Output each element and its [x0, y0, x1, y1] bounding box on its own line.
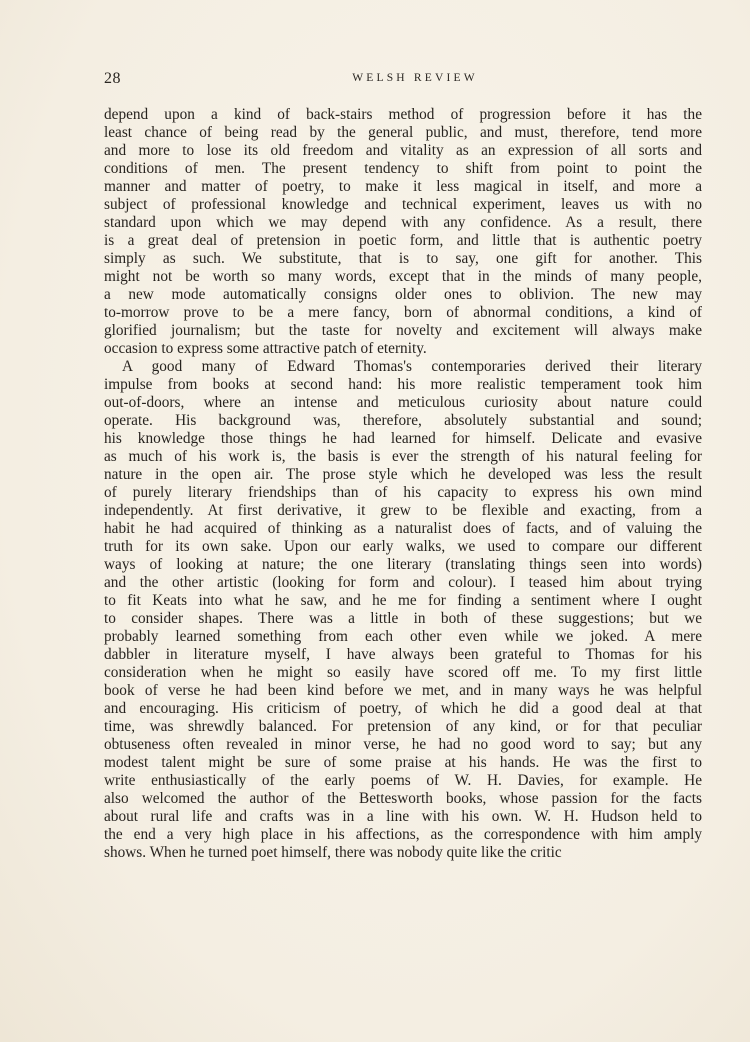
text-line: occasion to express some attractive patch of eternity. [104, 340, 427, 357]
text-line: truth for its own sake. Upon our early walks, we used to compare our different [104, 538, 702, 555]
text-line: nature in the open air. The prose style which he developed was less the result [104, 466, 702, 483]
text-line: conditions of men. The present tendency to shift from point to point the [104, 160, 702, 177]
paragraph [104, 358, 702, 862]
text-line: dabbler in literature myself, I have always been grateful to Thomas for his [104, 646, 702, 663]
text-line: of purely literary friendships than of his capacity to express his own mind [104, 484, 702, 501]
text-line: ways of looking at nature; the one literary (translating things seen into words) [104, 556, 702, 573]
text-line: simply as such. We substitute, that is to say, one gift for another. This [104, 250, 702, 267]
text-line: depend upon a kind of back-stairs method of progression before it has the [104, 106, 702, 123]
text-line: modest talent might be sure of some praise at his hands. He was the first to [104, 754, 702, 771]
journal-title: WELSH REVIEW [352, 72, 478, 84]
text-line: as much of his work is, the basis is ever the strength of his natural feeling for [104, 448, 702, 465]
text-line: habit he had acquired of thinking as a naturalist does of facts, and of valuing the [104, 520, 702, 537]
text-line: and encouraging. His criticism of poetry, of which he did a good deal at that [104, 700, 702, 717]
running-head [104, 70, 702, 92]
text-line: A good many of Edward Thomas's contemporaries derived their literary [122, 358, 702, 375]
text-line: least chance of being read by the general public, and must, therefore, tend more [104, 124, 702, 141]
text-line: the end a very high place in his affections, as the correspondence with him amply [104, 826, 702, 843]
text-line: and more to lose its old freedom and vitality as an expression of all sorts and [104, 142, 702, 159]
text-line: impulse from books at second hand: his more realistic temperament took him [104, 376, 702, 393]
text-line: independently. At first derivative, it grew to be flexible and exacting, from a [104, 502, 702, 519]
body-text [104, 106, 702, 862]
paragraph [104, 106, 702, 358]
text-line: to consider shapes. There was a little in both of these suggestions; but we [104, 610, 702, 627]
text-line: his knowledge those things he had learned for himself. Delicate and evasive [104, 430, 702, 447]
text-line: might not be worth so many words, except that in the minds of many people, [104, 268, 702, 285]
text-line: operate. His background was, therefore, absolutely substantial and sound; [104, 412, 702, 429]
text-line: shows. When he turned poet himself, there was nobody quite like the critic [104, 844, 562, 861]
text-line: out-of-doors, where an intense and meticulous curiosity about nature could [104, 394, 702, 411]
text-line: write enthusiastically of the early poems of W. H. Davies, for example. He [104, 772, 702, 789]
text-line: glorified journalism; but the taste for novelty and excitement will always make [104, 322, 702, 339]
text-line: to fit Keats into what he saw, and he me for finding a sentiment where I ought [104, 592, 702, 609]
text-line: time, was shrewdly balanced. For pretension of any kind, or for that peculiar [104, 718, 702, 735]
text-line: consideration when he might so easily have scored off me. To my first little [104, 664, 702, 681]
text-line: to-morrow prove to be a mere fancy, born of abnormal conditions, a kind of [104, 304, 702, 321]
text-line: a new mode automatically consigns older ones to oblivion. The new may [104, 286, 702, 303]
text-line: book of verse he had been kind before we met, and in many ways he was helpful [104, 682, 702, 699]
text-line: standard upon which we may depend with any confidence. As a result, there [104, 214, 702, 231]
text-line: subject of professional knowledge and technical experiment, leaves us with no [104, 196, 702, 213]
text-line: also welcomed the author of the Bettesworth books, whose passion for the facts [104, 790, 702, 807]
text-line: and the other artistic (looking for form and colour). I teased him about trying [104, 574, 702, 591]
text-line: about rural life and crafts was in a line with his own. W. H. Hudson held to [104, 808, 702, 825]
text-line: is a great deal of pretension in poetic form, and little that is authentic poetry [104, 232, 702, 249]
text-line: probably learned something from each other even while we joked. A mere [104, 628, 702, 645]
text-line: manner and matter of poetry, to make it less magical in itself, and more a [104, 178, 702, 195]
page-number: 28 [104, 70, 121, 87]
text-line: obtuseness often revealed in minor verse, he had no good word to say; but any [104, 736, 702, 753]
